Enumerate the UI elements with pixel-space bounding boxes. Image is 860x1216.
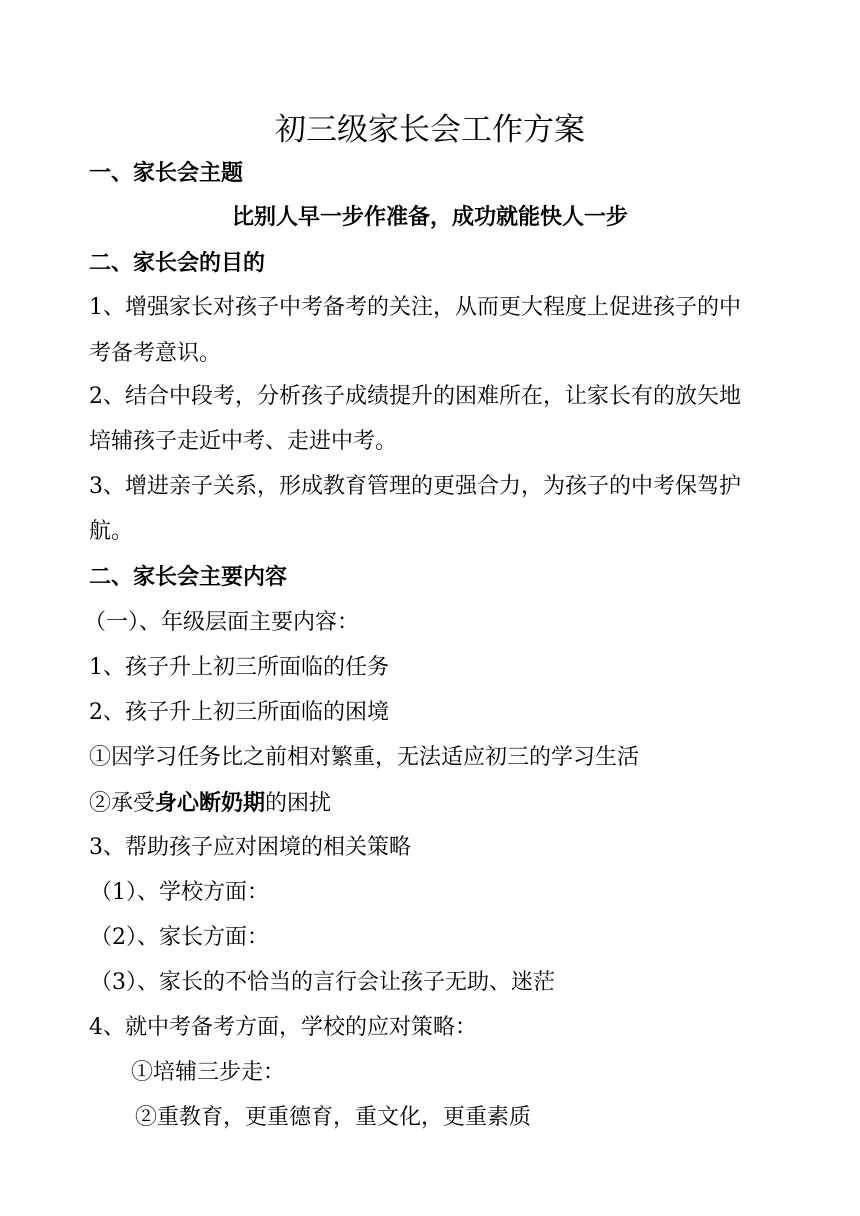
content-subitem: ②重教育，更重德育，重文化，更重素质 <box>135 1105 532 1130</box>
content-subitem: （1）、学校方面： <box>90 880 269 905</box>
purpose-line: 1、增强家长对孩子中考备考的关注，从而更大程度上促进孩子的中 <box>89 295 741 320</box>
emphasis-text: 身心断奶期 <box>155 790 266 816</box>
content-item: 3、帮助孩子应对困境的相关策略 <box>89 835 411 860</box>
content-subitem <box>89 788 331 819</box>
page-title: 初三级家长会工作方案 <box>275 112 585 148</box>
purpose-line: 航。 <box>89 519 134 544</box>
purpose-line: 考备考意识。 <box>89 341 222 366</box>
content-subitem: （2）、家长方面： <box>90 925 269 950</box>
purpose-line: 3、增进亲子关系，形成教育管理的更强合力，为孩子的中考保驾护 <box>89 474 741 499</box>
content-subitem: ①培辅三步走： <box>131 1060 286 1085</box>
section-heading-content: 二、家长会主要内容 <box>89 564 288 590</box>
content-item: 4、就中考备考方面，学校的应对策略： <box>89 1015 477 1040</box>
text-suffix: 的困扰 <box>265 791 332 816</box>
text-prefix: ②承受 <box>89 791 156 816</box>
section-heading-purpose: 二、家长会的目的 <box>89 250 266 276</box>
purpose-line: 培辅孩子走近中考、走进中考。 <box>89 429 398 454</box>
content-subitem: （3）、家长的不恰当的言行会让孩子无助、迷茫 <box>90 970 555 995</box>
content-subitem: ①因学习任务比之前相对繁重，无法适应初三的学习生活 <box>89 745 640 770</box>
content-item: 2、孩子升上初三所面临的困境 <box>89 700 389 725</box>
section-heading-theme: 一、家长会主题 <box>89 160 244 186</box>
subsection-heading: （一）、年级层面主要内容： <box>84 610 360 635</box>
theme-text: 比别人早一步作准备，成功就能快人一步 <box>231 204 628 230</box>
content-item: 1、孩子升上初三所面临的任务 <box>89 655 389 680</box>
purpose-line: 2、结合中段考，分析孩子成绩提升的困难所在，让家长有的放矢地 <box>89 384 741 409</box>
